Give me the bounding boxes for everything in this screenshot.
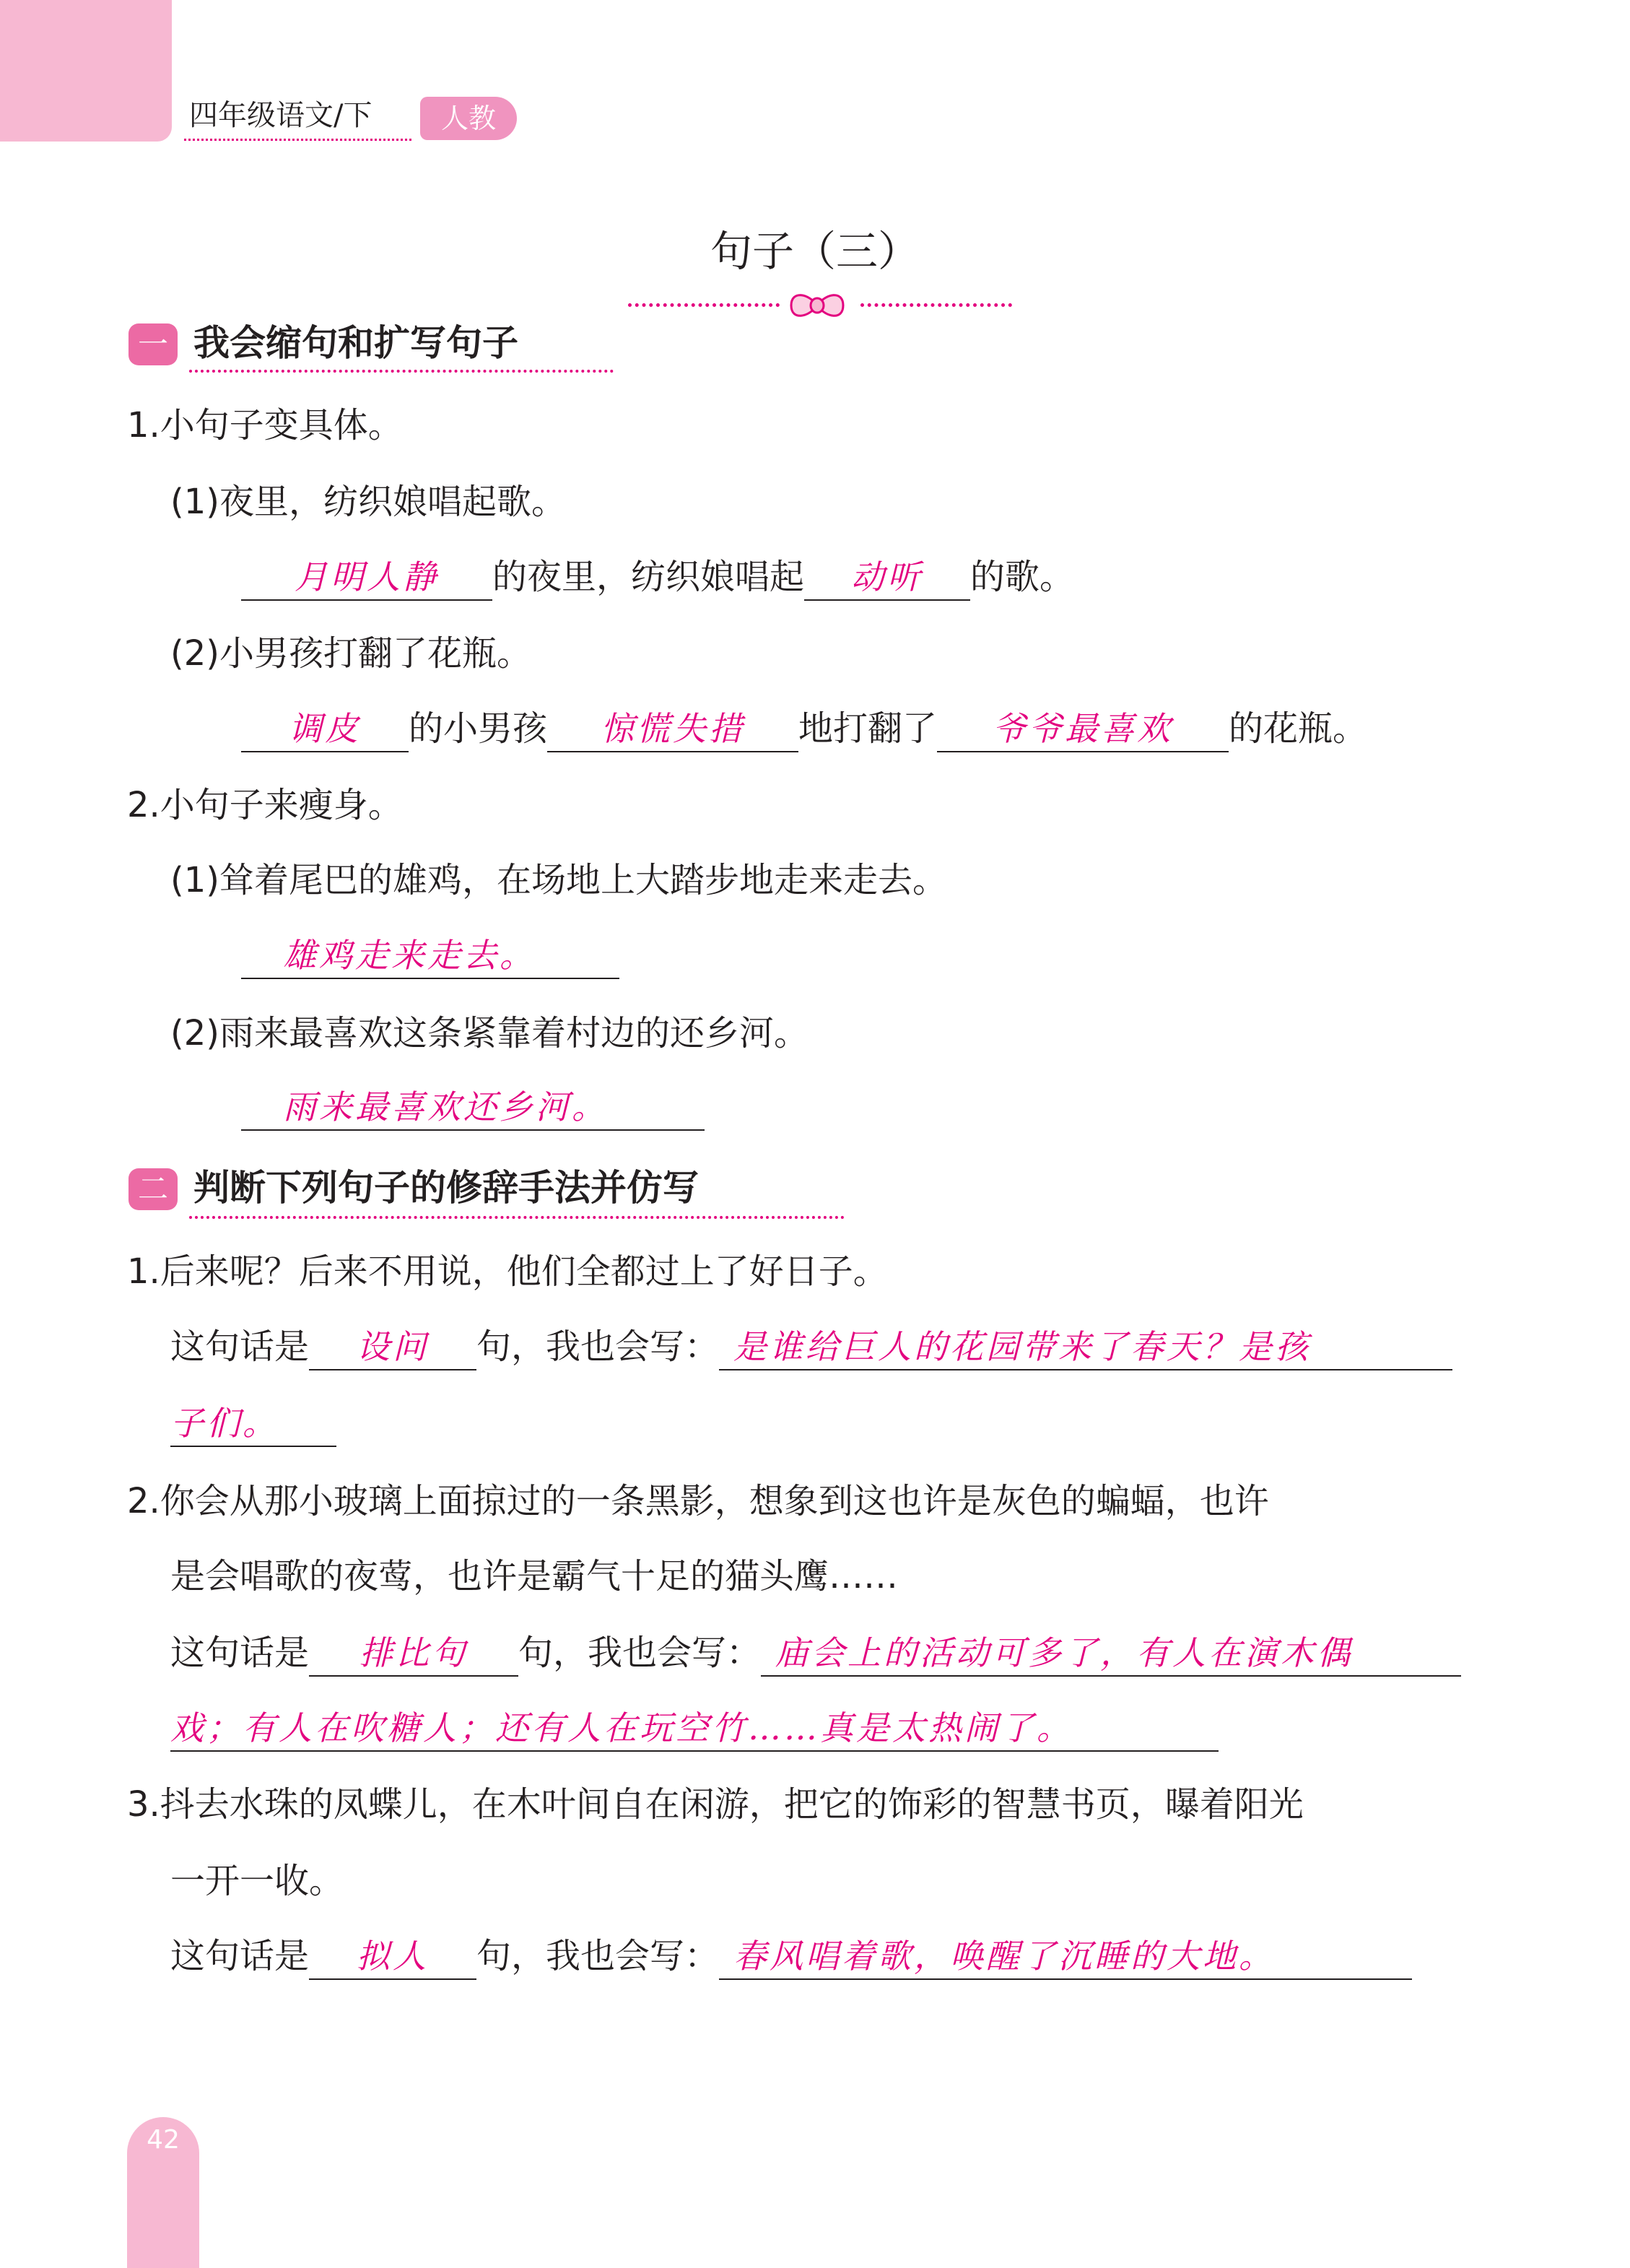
s2-q1-answer-line <box>170 1323 1452 1370</box>
s1-q1-p1-blank2[interactable]: 动听 <box>804 555 970 601</box>
s2-q2-type-blank[interactable]: 排比句 <box>309 1630 518 1677</box>
s2-q2-middle: 句，我也会写： <box>518 1633 762 1673</box>
s2-q3-label: 3. <box>127 1784 160 1825</box>
s1-q2-p1 <box>170 856 947 904</box>
s1-q1-p1 <box>170 478 566 526</box>
s2-q2-imitation-blank[interactable]: 庙会上的活动可多了，有人在演木偶 <box>761 1630 1461 1677</box>
s2-q3-imitation-blank[interactable]: 春风唱着歌，唤醒了沉睡的大地。 <box>719 1934 1412 1980</box>
s1-q1-p2-end: 的花瓶。 <box>1229 708 1368 749</box>
s1-q2-p2-label: (2) <box>170 1013 219 1053</box>
s2-q2-imitation-cont[interactable]: 戏；有人在吹糖人；还有人在玩空竹……真是太热闹了。 <box>170 1706 1219 1752</box>
s2-q3-line1 <box>127 1781 1304 1828</box>
s2-q1-prefix: 这句话是 <box>170 1326 310 1367</box>
s2-q3-answer-line <box>170 1932 1412 1980</box>
section1-badge: 一 <box>128 323 178 365</box>
s1-q1-p2 <box>170 630 531 677</box>
s1-q1-label: 1. <box>127 405 160 446</box>
s1-q1-p2-answer-line <box>241 705 1367 752</box>
s2-q2-text-line2: 是会唱歌的夜莺，也许是霸气十足的猫头鹰…… <box>170 1556 899 1596</box>
header-grade: 四年级语文/下 <box>189 99 372 132</box>
s2-q2-label: 2. <box>127 1481 160 1521</box>
edition-badge: 人教 <box>420 97 517 140</box>
s2-q2-prefix: 这句话是 <box>170 1633 310 1673</box>
s1-q1-p2-blank1[interactable]: 调皮 <box>241 706 409 752</box>
s1-q2 <box>127 781 403 829</box>
s1-q2-p2-blank[interactable]: 雨来最喜欢还乡河。 <box>241 1085 705 1131</box>
section1-title: 我会缩句和扩写句子 <box>193 322 518 364</box>
s1-q1-p2-blank2[interactable]: 惊慌失措 <box>547 706 798 752</box>
page-number: 42 <box>147 2125 180 2155</box>
s1-q2-p1-blank[interactable]: 雄鸡走来走去。 <box>241 933 619 979</box>
s1-q1-p1-label: (1) <box>170 482 219 522</box>
s1-q2-label: 2. <box>127 785 160 825</box>
s1-q1-p2-mid1: 的小男孩 <box>409 708 548 749</box>
s1-q1-p2-mid2: 地打翻了 <box>798 708 938 749</box>
s1-q1-p1-blank1[interactable]: 月明人静 <box>241 555 492 601</box>
s2-q3-middle: 句，我也会写： <box>476 1936 720 1976</box>
s2-q3-prefix: 这句话是 <box>170 1936 310 1976</box>
s2-q1 <box>127 1248 888 1295</box>
section2-underline <box>189 1216 845 1219</box>
s2-q2-line2 <box>170 1552 898 1600</box>
s1-q2-p1-label: (1) <box>170 860 219 900</box>
s2-q1-label: 1. <box>127 1251 160 1292</box>
s1-q1-p2-blank3[interactable]: 爷爷最喜欢 <box>937 706 1229 752</box>
page-title: 句子（三） <box>710 227 920 276</box>
s1-q1-p1-answer-line <box>241 553 1074 601</box>
s2-q2-answer-line <box>170 1629 1461 1677</box>
s1-q2-p2-text: 雨来最喜欢这条紧靠着村边的还乡河。 <box>219 1013 809 1053</box>
header-underline <box>184 139 411 141</box>
s2-q2-line1 <box>127 1477 1269 1525</box>
s2-q1-middle: 句，我也会写： <box>476 1326 720 1367</box>
s1-q1-p1-mid: 的夜里，纺织娘唱起 <box>492 557 805 597</box>
s2-q2-text-line1: 你会从那小玻璃上面掠过的一条黑影，想象到这也许是灰色的蝙蝠，也许 <box>160 1481 1269 1521</box>
s1-q1-p1-end: 的歌。 <box>970 557 1075 597</box>
s2-q3-text-line1: 抖去水珠的凤蝶儿，在木叶间自在闲游，把它的饰彩的智慧书页，曝着阳光 <box>160 1784 1304 1825</box>
s2-q1-imitation-blank[interactable]: 是谁给巨人的花园带来了春天？是孩 <box>719 1324 1452 1370</box>
s2-q3-type-blank[interactable]: 拟人 <box>309 1934 476 1980</box>
s1-q2-p1-answer-line <box>241 933 619 979</box>
s1-q1-p1-text: 夜里，纺织娘唱起歌。 <box>219 482 567 522</box>
s1-q2-p2 <box>170 1009 809 1057</box>
s2-q1-type-blank[interactable]: 设问 <box>309 1324 476 1370</box>
s1-q2-text: 小句子来瘦身。 <box>160 785 403 825</box>
s1-q1 <box>127 401 403 449</box>
section2-title: 判断下列句子的修辞手法并仿写 <box>193 1167 699 1209</box>
s1-q2-p2-answer-line <box>241 1085 705 1131</box>
bow-icon <box>787 287 847 323</box>
s2-q1-imitation-cont[interactable]: 子们。 <box>170 1401 336 1447</box>
s2-q3-line2 <box>170 1857 344 1905</box>
section2-badge: 二 <box>128 1168 178 1210</box>
s2-q1-text: 后来呢？后来不用说，他们全都过上了好日子。 <box>160 1251 888 1292</box>
s2-q3-text-line2: 一开一收。 <box>170 1861 344 1901</box>
s1-q1-text: 小句子变具体。 <box>160 405 403 446</box>
section1-underline <box>189 370 614 373</box>
title-divider-right <box>860 303 1012 307</box>
s1-q1-p2-label: (2) <box>170 633 219 674</box>
corner-tab <box>0 0 172 142</box>
title-divider-left <box>628 303 780 307</box>
s1-q1-p2-text: 小男孩打翻了花瓶。 <box>219 633 532 674</box>
s1-q2-p1-text: 耸着尾巴的雄鸡，在场地上大踏步地走来走去。 <box>219 860 948 900</box>
